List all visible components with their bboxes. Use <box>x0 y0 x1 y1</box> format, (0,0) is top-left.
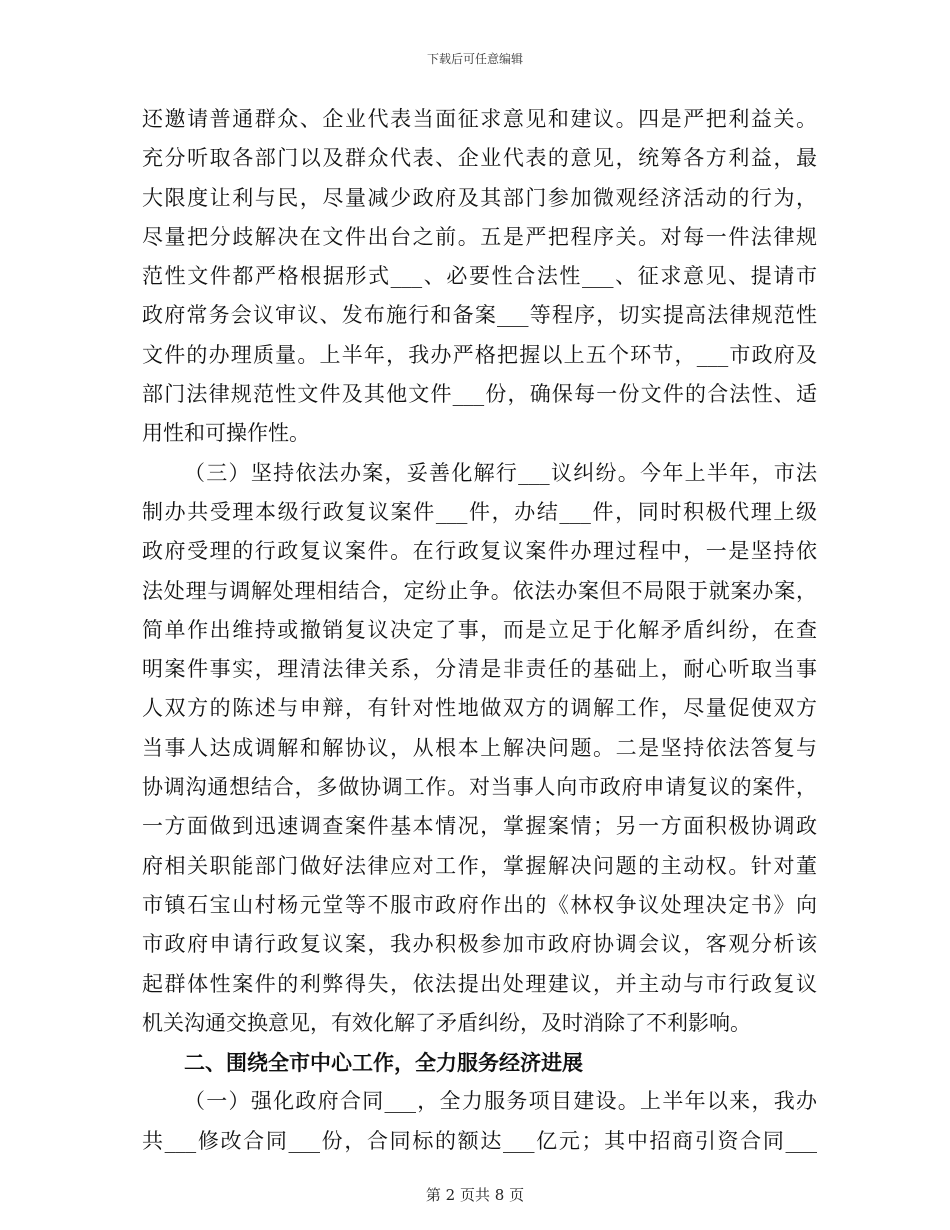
text-line: 还邀请普通群众、企业代表当面征求意见和建议。四是严把利益关。 <box>142 107 817 131</box>
text-line: 起群体性案件的利弊得失，依法提出处理建议，并主动与市行政复议 <box>142 971 817 996</box>
text-line: 范性文件都严格根据形式___、必要性合法性___、征求意见、提请市 <box>142 264 817 289</box>
text-line: 共___修改合同___份，合同标的额达___亿元；其中招商引资合同___ <box>142 1128 817 1153</box>
text-line: 简单作出维持或撤销复议决定了事，而是立足于化解矛盾纠纷，在查 <box>142 617 817 642</box>
text-line: 法处理与调解处理相结合，定纷止争。依法办案但不局限于就案办案， <box>142 578 817 603</box>
body-text <box>142 100 817 1161</box>
text-line: 府相关职能部门做好法律应对工作，掌握解决问题的主动权。针对董 <box>142 853 817 878</box>
text-line: （三）坚持依法办案，妥善化解行___议纠纷。今年上半年，市法 <box>184 460 817 485</box>
text-line: 协调沟通想结合，多做协调工作。对当事人向市政府申请复议的案件， <box>142 775 817 800</box>
text-line: 政府常务会议审议、发布施行和备案___等程序，切实提高法律规范性 <box>142 303 817 328</box>
text-line: 文件的办理质量。上半年，我办严格把握以上五个环节，___市政府及 <box>142 342 817 367</box>
text-line: 部门法律规范性文件及其他文件___份，确保每一份文件的合法性、适 <box>142 382 817 407</box>
text-line: 政府受理的行政复议案件。在行政复议案件办理过程中，一是坚持依 <box>142 539 817 564</box>
text-line: 大限度让利与民，尽量减少政府及其部门参加微观经济活动的行为， <box>142 185 817 210</box>
text-line: 尽量把分歧解决在文件出台之前。五是严把程序关。对每一件法律规 <box>142 224 817 249</box>
text-line: 用性和可操作性。 <box>142 421 310 446</box>
text-line: 人双方的陈述与申辩，有针对性地做双方的调解工作，尽量促使双方 <box>142 696 817 721</box>
text-line: 当事人达成调解和解协议，从根本上解决问题。二是坚持依法答复与 <box>142 735 817 760</box>
text-line: 机关沟通交换意见，有效化解了矛盾纠纷，及时消除了不利影响。 <box>142 1010 751 1035</box>
text-line: 市镇石宝山村杨元堂等不服市政府作出的《林权争议处理决定书》向 <box>142 892 817 917</box>
text-line: 充分听取各部门以及群众代表、企业代表的意见，统筹各方利益，最 <box>142 146 817 171</box>
page-footer: 第 2 页共 8 页 <box>425 1186 525 1204</box>
text-line: 明案件事实，理清法律关系，分清是非责任的基础上，耐心听取当事 <box>142 657 817 682</box>
text-line: （一）强化政府合同___，全力服务项目建设。上半年以来，我办 <box>184 1089 817 1114</box>
section-heading: 二、围绕全市中心工作，全力服务经济进展 <box>184 1050 583 1076</box>
text-line: 市政府申请行政复议案，我办积极参加市政府协调会议，客观分析该 <box>142 932 817 957</box>
page-header: 下载后可任意编辑 <box>426 52 523 66</box>
text-line: 制办共受理本级行政复议案件___件，办结___件，同时积极代理上级 <box>142 499 817 524</box>
text-line: 一方面做到迅速调查案件基本情况，掌握案情；另一方面积极协调政 <box>142 814 817 839</box>
